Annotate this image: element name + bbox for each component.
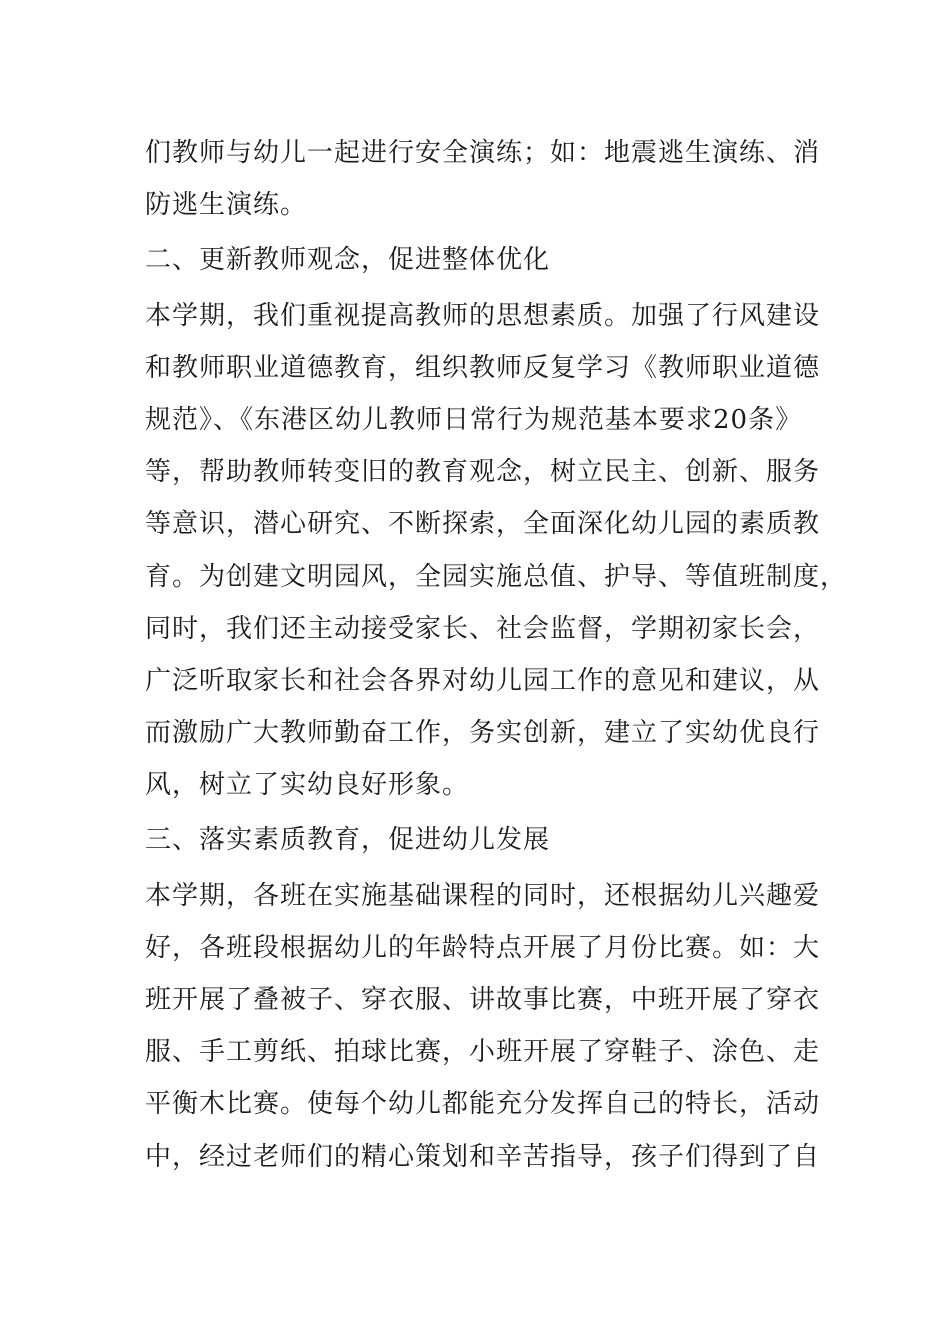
text-line: 平衡木比赛。使每个幼儿都能充分发挥自己的特长，活动	[145, 1089, 821, 1120]
text-line: 本学期，我们重视提高教师的思想素质。加强了行风建设	[145, 300, 821, 331]
text-line: 好，各班段根据幼儿的年龄特点开展了月份比赛。如：大	[145, 932, 821, 963]
body-text	[145, 127, 848, 1183]
text-line: 班开展了叠被子、穿衣服、讲故事比赛，中班开展了穿衣	[145, 985, 821, 1015]
text-line: 等，帮助教师转变旧的教育观念，树立民主、创新、服务	[145, 457, 821, 488]
text-line: 等意识，潜心研究、不断探索，全面深化幼儿园的素质教	[145, 509, 821, 540]
text-line: 服、手工剪纸、拍球比赛，小班开展了穿鞋子、涂色、走	[145, 1037, 821, 1068]
text-line: 而激励广大教师勤奋工作，务实创新，建立了实幼优良行	[145, 718, 821, 749]
text-line: 规范》、《东港区幼儿教师日常行为规范基本要求20条》	[145, 404, 803, 435]
text-line: 防逃生演练。	[145, 190, 308, 221]
text-line: 和教师职业道德教育，组织教师反复学习《教师职业道德	[145, 352, 821, 383]
text-line: 育。为创建文明园风，全园实施总值、护导、等值班制度，	[145, 561, 848, 592]
text-line: 本学期，各班在实施基础课程的同时，还根据幼儿兴趣爱	[145, 880, 821, 911]
text-line: 广泛听取家长和社会各界对幼儿园工作的意见和建议，从	[145, 665, 821, 696]
text-line: 们教师与幼儿一起进行安全演练；如：地震逃生演练、消	[145, 138, 821, 168]
text-line: 风，树立了实幼良好形象。	[145, 770, 470, 801]
text-line: 中，经过老师们的精心策划和辛苦指导，孩子们得到了自	[145, 1141, 821, 1172]
section-heading: 三、落实素质教育，促进幼儿发展	[145, 825, 551, 856]
section-heading: 二、更新教师观念，促进整体优化	[145, 245, 551, 276]
text-line: 同时，我们还主动接受家长、社会监督，学期初家长会，	[145, 613, 821, 644]
